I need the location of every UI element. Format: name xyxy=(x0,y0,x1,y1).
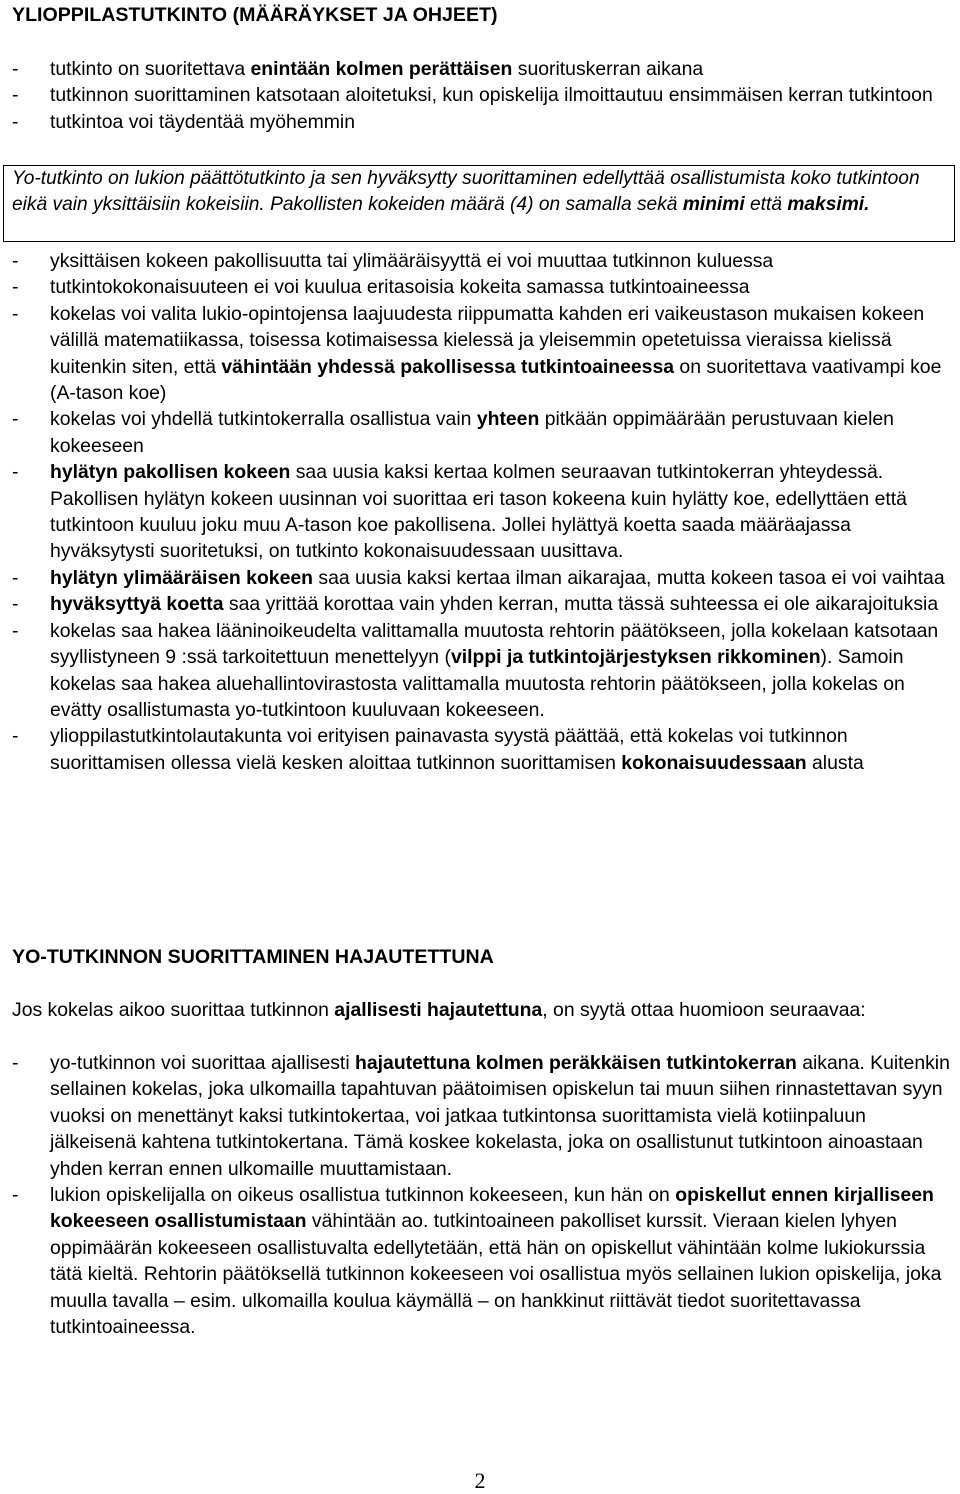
text-run: Yo-tutkinto on lukion päättötutkinto ja sen hyväksytty suorittaminen edellyttää osallistumista koko tutkintoon eikä vain yksittäisiin kokeisiin. Pakollisten kokeiden määrä (4) on samalla sekä xyxy=(12,168,920,215)
bold-text-run: vähintään yhdessä pakollisessa tutkintoaineessa xyxy=(221,355,675,378)
list-item xyxy=(12,459,950,565)
list-item xyxy=(12,1182,950,1340)
rules-list xyxy=(12,248,950,776)
intro-paragraph xyxy=(12,997,950,1023)
text-run: saa uusia kaksi kertaa kolmen seuraavan tutkintokerran yhteydessä. Pakollisen hylätyn kokeen uusinnan voi suorittaa eri tason kokeena kuin hylätty koe, edellyttäen että tutkintoon kuuluu joku muu A-tason koe pakollisena. Jollei hylättyä koetta saada määräajassa hyväksytysti suoritetuksi, on tutkinto kokonaisuudessaan uusittava. xyxy=(50,461,907,563)
bullet-dash: - xyxy=(12,408,19,431)
text-run: yksittäisen kokeen pakollisuutta tai ylimääräisyyttä ei voi muuttaa tutkinnon kuluessa xyxy=(50,250,774,272)
text-run: ). Samoin kokelas saa hakea aluehallintovirastosta valittamalla muutosta rehtorin päätökseen, jolla kokelas on evätty osallistumasta yo-tutkintoon kuuluvaan kokeeseen. xyxy=(50,646,905,721)
list-item-text xyxy=(50,82,950,108)
list-item-text xyxy=(50,56,950,82)
bold-text-run: hajautettuna kolmen peräkkäisen tutkintokerran xyxy=(355,1052,797,1074)
bullet-dash: - xyxy=(12,725,19,748)
text-run: tutkintokokonaisuuteen ei voi kuulua eritasoisia kokeita samassa tutkintoaineessa xyxy=(50,276,750,299)
text-run: kokelas voi yhdellä tutkintokerralla osallistua vain xyxy=(50,408,477,431)
top-list xyxy=(12,56,950,135)
bullet-dash: - xyxy=(12,58,19,80)
bold-text-run: hyväksyttyä koetta xyxy=(50,593,224,616)
list-item xyxy=(12,723,950,776)
bold-text-run: vilppi ja tutkintojärjestyksen rikkominen xyxy=(450,646,821,669)
text-run: aikana. Kuitenkin sellainen kokelas, joka ulkomailla tapahtuvan päätoimisen opiskelun tai muun siihen rinnastettavan syyn vuoksi on menettänyt kaksi tutkintokertaa, voi jatkaa tutkintonsa suorittamista vielä kotiinpaluun jälkeisenä kahtena tutkintokertana. Tämä koskee kokelasta, joka on osallistunut tutkintoon ainoastaan yhden kerran ennen ulkomaille muuttamistaan. xyxy=(50,1052,950,1180)
text-run: saa uusia kaksi kertaa ilman aikarajaa, mutta kokeen tasoa ei voi vaihtaa xyxy=(313,566,945,589)
list-item xyxy=(12,565,950,591)
list-item xyxy=(12,406,950,459)
text-run: suorituskerran aikana xyxy=(512,58,704,80)
list-item xyxy=(12,248,950,274)
list-item-text xyxy=(50,591,950,617)
bold-text-run: ajallisesti hajautettuna xyxy=(334,999,543,1021)
list-item-text xyxy=(50,1050,950,1182)
list-item xyxy=(12,109,950,135)
list-item-text xyxy=(50,248,950,274)
bullet-dash: - xyxy=(12,1052,19,1074)
page-number: 2 xyxy=(474,1468,486,1493)
list-item xyxy=(12,274,950,300)
list-item-text xyxy=(50,618,950,724)
text-run: yo-tutkinnon voi suorittaa ajallisesti xyxy=(50,1052,356,1074)
list-item xyxy=(12,301,950,407)
list-item-text xyxy=(50,723,950,776)
boxed-note xyxy=(12,166,947,218)
bullet-dash: - xyxy=(12,302,19,325)
text-run: saa yrittää korottaa vain yhden kerran, mutta tässä suhteessa ei ole aikarajoituksia xyxy=(223,593,939,616)
text-run: pitkään oppimäärään perustuvaan kielen kokeeseen xyxy=(50,408,894,457)
list-item-text xyxy=(50,406,950,459)
list-item-text xyxy=(50,565,950,591)
text-run: kokelas saa hakea lääninoikeudelta valittamalla muutosta rehtorin päätökseen, jolla kokelaan katsotaan syyllistyneen 9 :ssä tarkoitettuun menettelyyn ( xyxy=(50,619,939,669)
bold-text-run: minimi xyxy=(682,193,745,215)
list-item-text xyxy=(50,1182,950,1340)
bold-text-run: hylätyn ylimääräisen kokeen xyxy=(50,566,313,589)
bold-text-run: yhteen xyxy=(476,408,540,431)
bullet-dash: - xyxy=(12,619,19,642)
spread-list xyxy=(12,1050,950,1340)
bullet-dash: - xyxy=(12,593,19,616)
bold-text-run: hylätyn pakollisen kokeen xyxy=(50,461,291,484)
bold-text-run: maksimi. xyxy=(787,193,870,215)
list-item-text xyxy=(50,459,950,565)
text-run: , on syytä ottaa huomioon seuraavaa: xyxy=(542,999,866,1021)
bullet-dash: - xyxy=(12,276,19,299)
section-title: YO-TUTKINNON SUORITTAMINEN HAJAUTETTUNA xyxy=(12,946,494,968)
list-item xyxy=(12,618,950,724)
list-item xyxy=(12,82,950,108)
text-run: on suoritettava vaativampi koe (A-tason koe) xyxy=(50,355,942,405)
list-item xyxy=(12,56,950,82)
bold-text-run: kokonaisuudessaan xyxy=(621,751,807,774)
text-run: alusta xyxy=(806,751,864,774)
text-run: Jos kokelas aikoo suorittaa tutkinnon xyxy=(12,999,335,1021)
list-item-text xyxy=(50,274,950,300)
text-run: tutkinnon suorittaminen katsotaan aloitetuksi, kun opiskelija ilmoittautuu ensimmäisen kerran tutkintoon xyxy=(50,84,933,107)
text-run: vähintään ao. tutkintoaineen pakolliset kurssit. Vieraan kielen lyhyen oppimäärän kokeeseen osallistuvalta edellytetään, että hän on opiskellut vähintään kolme lukiokurssia tätä kieltä. Rehtorin päätöksellä tutkinnon kokeeseen voi osallistua myös sellainen lukion opiskelija, joka muulla tavalla – esim. ulkomailla koulua käymällä – on hankkinut riittävät tiedot suoritettavassa tutkintoaineessa. xyxy=(50,1210,942,1339)
bullet-dash: - xyxy=(12,250,19,272)
list-item xyxy=(12,591,950,617)
text-run: tutkinto on suoritettava xyxy=(50,58,251,80)
list-item-text xyxy=(50,109,950,135)
bold-text-run: opiskellut ennen kirjalliseen kokeeseen osallistumistaan xyxy=(50,1184,934,1233)
text-run: kokelas voi valita lukio-opintojensa laajuudesta riippumatta kahden eri vaikeustason mukaisen kokeen välillä matematiikassa, toisessa kotimaisessa kielessä ja yleisemmin opetetuissa vieraissa kielissä kuitenkin siten, että xyxy=(50,302,925,378)
bullet-dash: - xyxy=(12,110,19,133)
text-run: tutkintoa voi täydentää myöhemmin xyxy=(50,110,356,133)
bullet-dash: - xyxy=(12,1184,19,1207)
list-item-text xyxy=(50,301,950,407)
page-title: YLIOPPILASTUTKINTO (MÄÄRÄYKSET JA OHJEET) xyxy=(12,4,498,26)
text-run: että xyxy=(744,193,788,215)
text-run: ylioppilastutkintolautakunta voi erityisen painavasta syystä päättää, että kokelas voi tutkinnon suorittamisen ollessa vielä kesken aloittaa tutkinnon suorittamisen xyxy=(50,725,848,774)
text-run: lukion opiskelijalla on oikeus osallistua tutkinnon kokeeseen, kun hän on xyxy=(50,1184,676,1207)
bullet-dash: - xyxy=(12,461,19,484)
bold-text-run: enintään kolmen perättäisen xyxy=(250,58,513,80)
bullet-dash: - xyxy=(12,84,19,107)
list-item xyxy=(12,1050,950,1182)
bullet-dash: - xyxy=(12,566,19,589)
